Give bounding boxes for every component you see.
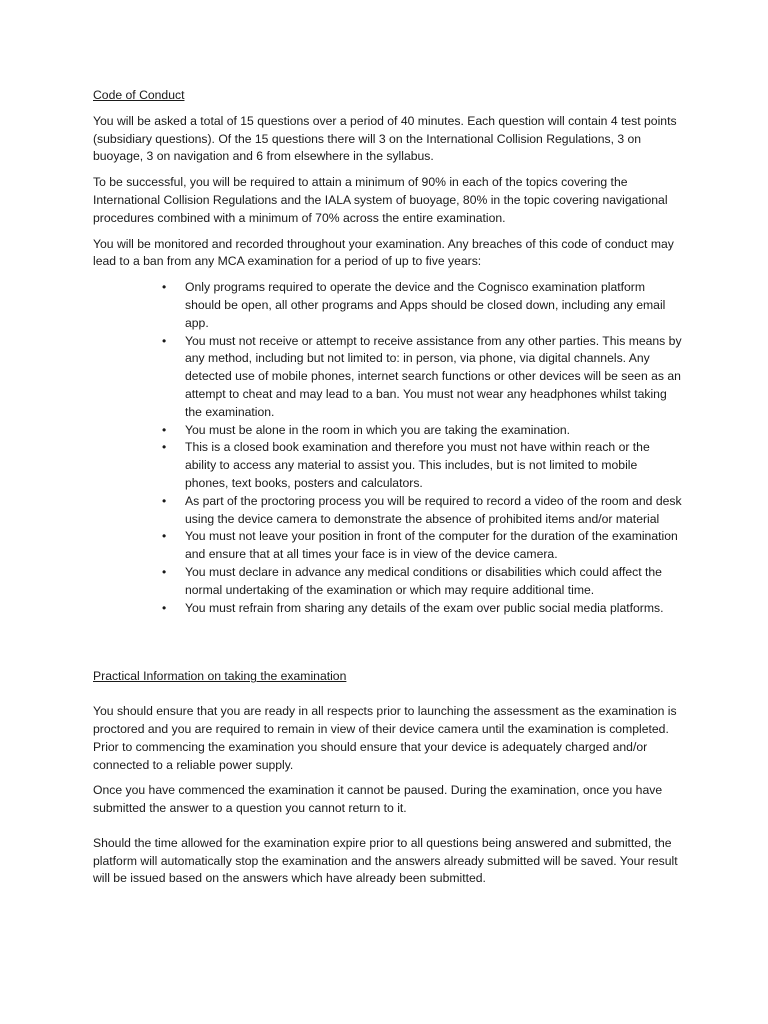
bullet-icon: • [162, 564, 167, 579]
paragraph-gap [93, 826, 683, 835]
list-item-text: Only programs required to operate the device and the Cognisco examination platform should be open, all other programs and Apps should be closed down, including any email app. [185, 280, 666, 330]
list-item-text: You must declare in advance any medical conditions or disabilities which could affect the normal undertaking of the examination or which may require additional time. [185, 564, 662, 597]
section-heading-code-of-conduct: Code of Conduct [93, 88, 185, 102]
conduct-rules-list [93, 279, 683, 617]
list-item-text: As part of the proctoring process you will be required to record a video of the room and desk using the device camera to demonstrate the absence of prohibited items and/or material [185, 493, 682, 526]
paragraph: Should the time allowed for the examination expire prior to all questions being answered and submitted, the platform will automatically stop the examination and the answers already submitted will be saved. Your result will be issued based on the answers which have already been submitted. [93, 835, 678, 886]
section-heading-practical-information: Practical Information on taking the examination [93, 669, 347, 684]
paragraph: You will be asked a total of 15 questions over a period of 40 minutes. Each question will contain 4 test points (subsidiary questions). Of the 15 questions there will 3 on the International Collision Regulations, 3 on buoyage, 3 on navigation and 6 from elsewhere in the syllabus. [93, 113, 677, 164]
list-item-text: You must be alone in the room in which you are taking the examination. [185, 422, 571, 437]
bullet-icon: • [162, 440, 167, 455]
heading-gap [93, 694, 683, 703]
bullet-icon: • [162, 280, 167, 295]
list-item [162, 564, 683, 600]
list-item [162, 422, 683, 440]
document-page [93, 87, 683, 896]
bullet-icon: • [162, 529, 167, 544]
list-item [162, 600, 683, 618]
bullet-icon: • [162, 493, 167, 508]
list-item-text: You must refrain from sharing any details of the exam over public social media platforms. [185, 600, 664, 615]
list-item [162, 439, 683, 492]
paragraph: Once you have commenced the examination it cannot be paused. During the examination, once you have submitted the answer to a question you cannot return to it. [93, 783, 663, 816]
list-item [162, 528, 683, 564]
bullet-icon: • [162, 422, 167, 437]
paragraph: To be successful, you will be required to attain a minimum of 90% in each of the topics covering the International Collision Regulations and the IALA system of buoyage, 80% in the topic covering navigational procedures combined with a minimum of 70% across the entire examination. [93, 175, 668, 225]
paragraph: You will be monitored and recorded throughout your examination. Any breaches of this code of conduct may lead to a ban from any MCA examination for a period of up to five years: [93, 236, 674, 269]
list-item [162, 279, 683, 332]
list-item-text: You must not receive or attempt to receive assistance from any other parties. This means by any method, including but not limited to: in person, via phone, via digital channels. Any detected use of mobile phones, internet search functions or other devices will be seen as an attempt to cheat and may lead to a ban. You must not wear any headphones whilst taking the examination. [185, 333, 682, 419]
list-item [162, 493, 683, 529]
paragraph: You should ensure that you are ready in all respects prior to launching the assessment as the examination is proctored and you are required to remain in view of their device camera until the examination is completed. Prior to commencing the examination you should ensure that your device is adequately charged and/or connected to a reliable power supply. [93, 704, 677, 772]
bullet-icon: • [162, 600, 167, 615]
section-spacer [93, 617, 683, 668]
list-item-text: This is a closed book examination and therefore you must not have within reach or the ability to access any material to assist you. This includes, but is not limited to mobile phones, text books, posters and calculators. [185, 440, 650, 490]
bullet-icon: • [162, 333, 167, 348]
list-item [162, 333, 683, 422]
list-item-text: You must not leave your position in front of the computer for the duration of the examination and ensure that at all times your face is in view of the device camera. [185, 529, 678, 562]
